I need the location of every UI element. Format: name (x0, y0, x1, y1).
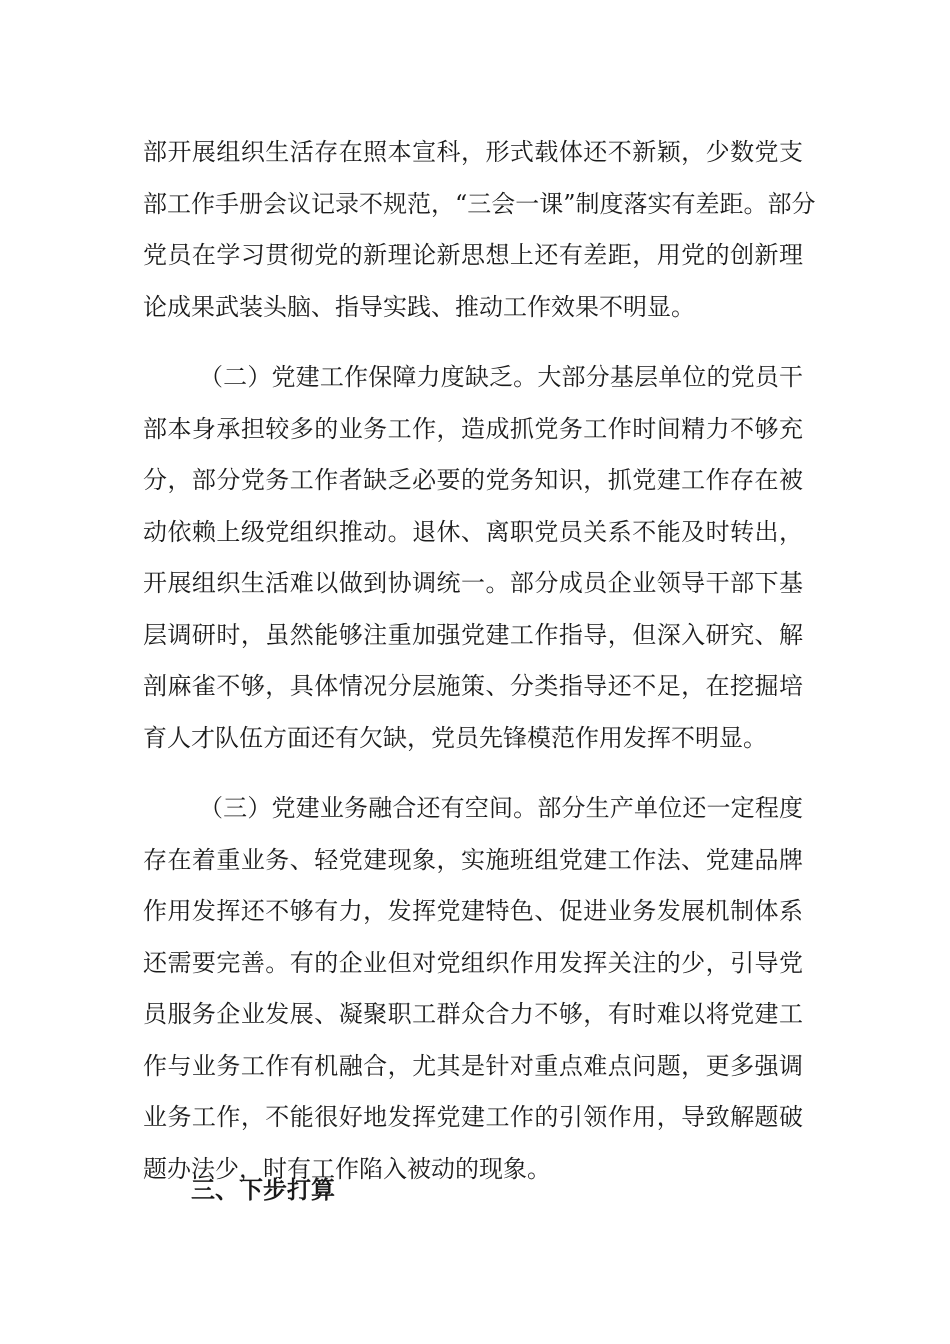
text-line: 党员在学习贯彻党的新理论新思想上还有差距，用党的创新理 (143, 241, 803, 269)
section-heading: 三、下步打算 (191, 1176, 335, 1204)
text-line: 开展组织生活难以做到协调统一。部分成员企业领导干部下基 (143, 569, 803, 597)
text-line: 剖麻雀不够，具体情况分层施策、分类指导还不足，在挖掘培 (143, 672, 803, 700)
text-line: 论成果武装头脑、指导实践、推动工作效果不明显。 (143, 292, 695, 321)
text-line: 作用发挥还不够有力，发挥党建特色、促进业务发展机制体系 (143, 897, 803, 925)
text-line: 部本身承担较多的业务工作，造成抓党务工作时间精力不够充 (143, 414, 803, 443)
text-line: 还需要完善。有的企业但对党组织作用发挥关注的少，引导党 (143, 948, 803, 977)
text-line: 员服务企业发展、凝聚职工群众合力不够，有时难以将党建工 (143, 1000, 803, 1028)
text-line: （二）党建工作保障力度缺乏。大部分基层单位的党员干 (199, 363, 803, 391)
text-line: 作与业务工作有机融合，尤其是针对重点难点问题，更多强调 (143, 1051, 803, 1080)
text-line: 部开展组织生活存在照本宣科，形式载体还不新颖，少数党支 (143, 138, 803, 166)
text-line: 育人才队伍方面还有欠缺，党员先锋模范作用发挥不明显。 (143, 723, 767, 752)
text-line: 分，部分党务工作者缺乏必要的党务知识，抓党建工作存在被 (143, 466, 803, 494)
paragraph-section-2 (143, 352, 803, 764)
text-line: 动依赖上级党组织推动。退休、离职党员关系不能及时转出， (143, 517, 803, 546)
text-line: 存在着重业务、轻党建现象，实施班组党建工作法、党建品牌 (143, 845, 803, 874)
body-text (143, 127, 816, 1195)
text-line: 部工作手册会议记录不规范，“三会一课”制度落实有差距。部分 (143, 189, 816, 218)
text-line: （三）党建业务融合还有空间。部分生产单位还一定程度 (199, 794, 803, 822)
paragraph-section-3 (143, 783, 803, 1195)
text-line: 题办法少，时有工作陷入被动的现象。 (143, 1154, 551, 1183)
text-line: 层调研时，虽然能够注重加强党建工作指导，但深入研究、解 (143, 620, 803, 649)
text-line: 业务工作，不能很好地发挥党建工作的引领作用，导致解题破 (143, 1103, 803, 1131)
paragraph-continuation (143, 127, 816, 333)
